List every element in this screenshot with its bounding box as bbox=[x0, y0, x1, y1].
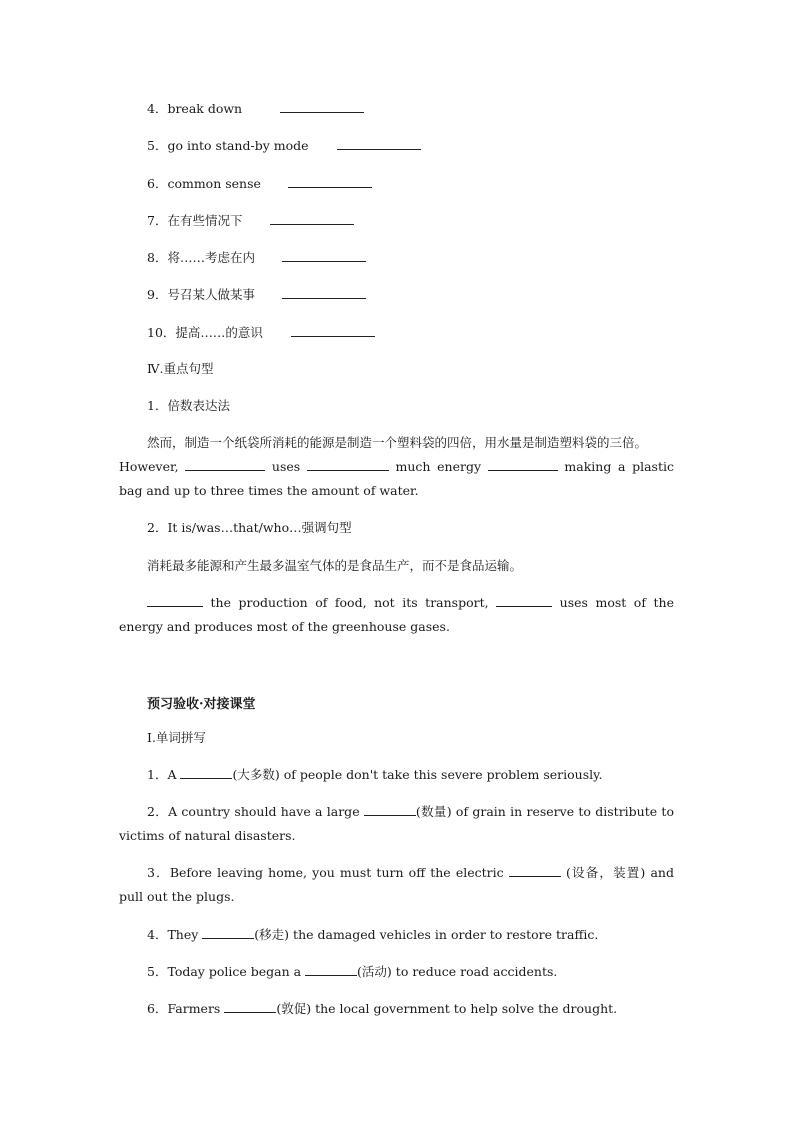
spelling-item bbox=[119, 923, 674, 947]
phrase-text: common sense bbox=[167, 176, 261, 191]
phrase-text: 将……考虑在内 bbox=[167, 250, 255, 265]
phrase-text: break down bbox=[167, 101, 243, 116]
sentence-fragment: A country should have a large bbox=[168, 804, 360, 819]
answer-blank[interactable] bbox=[202, 926, 254, 939]
sentence-fragment: the local government to help solve the drought. bbox=[315, 1001, 618, 1016]
sentence-fragment: uses most of the energy and produces most of the greenhouse gases. bbox=[119, 595, 674, 634]
answer-blank[interactable] bbox=[180, 766, 232, 779]
phrase-item bbox=[147, 175, 372, 192]
phrase-text: go into stand-by mode bbox=[167, 138, 309, 153]
answer-blank[interactable] bbox=[509, 864, 561, 877]
item-number: 8． bbox=[147, 250, 168, 265]
chinese-hint: (设备，装置) bbox=[565, 865, 646, 880]
answer-blank[interactable] bbox=[337, 137, 421, 150]
item-number: 5． bbox=[147, 138, 168, 153]
item-number: 4． bbox=[147, 927, 168, 942]
sentence-fragment: Farmers bbox=[167, 1001, 221, 1016]
item-number: 9． bbox=[147, 287, 168, 302]
answer-blank[interactable] bbox=[280, 100, 364, 113]
spelling-item bbox=[119, 763, 674, 787]
answer-blank[interactable] bbox=[305, 963, 357, 976]
item-number: 2． bbox=[147, 804, 169, 819]
phrase-text: 在有些情况下 bbox=[167, 213, 243, 228]
answer-blank[interactable] bbox=[185, 458, 265, 471]
answer-blank[interactable] bbox=[307, 458, 389, 471]
answer-blank[interactable] bbox=[147, 594, 203, 607]
chinese-hint: (数量) bbox=[415, 804, 452, 819]
spelling-item bbox=[119, 960, 674, 984]
item-number: 7． bbox=[147, 213, 168, 228]
phrase-item bbox=[147, 249, 366, 266]
english-sentence bbox=[119, 455, 674, 503]
item-number: 6． bbox=[147, 176, 168, 191]
sentence-fragment: of people don't take this severe problem seriously. bbox=[283, 767, 603, 782]
phrase-text: 号召某人做某事 bbox=[167, 287, 255, 302]
pattern-label: 1．倍数表达法 bbox=[147, 398, 230, 413]
english-sentence bbox=[119, 591, 674, 639]
answer-blank[interactable] bbox=[282, 249, 366, 262]
item-number: 3． bbox=[147, 865, 170, 880]
spelling-item bbox=[119, 861, 674, 909]
spelling-item bbox=[119, 997, 674, 1021]
sentence-fragment: They bbox=[167, 927, 199, 942]
phrase-item bbox=[147, 324, 375, 341]
item-number: 1． bbox=[147, 767, 168, 782]
item-number: 6． bbox=[147, 1001, 168, 1016]
phrase-text: 提高……的意识 bbox=[175, 325, 263, 340]
answer-blank[interactable] bbox=[364, 803, 416, 816]
sentence-fragment: the damaged vehicles in order to restore traffic. bbox=[293, 927, 599, 942]
section-heading: Ⅳ.重点句型 bbox=[147, 361, 214, 376]
sentence-fragment: much energy bbox=[395, 459, 482, 474]
answer-blank[interactable] bbox=[488, 458, 558, 471]
answer-blank[interactable] bbox=[288, 175, 372, 188]
chinese-hint: (敦促) bbox=[276, 1001, 312, 1016]
section-title: 预习验收·对接课堂 bbox=[147, 697, 256, 712]
phrase-item bbox=[147, 212, 354, 229]
phrase-item bbox=[147, 137, 421, 154]
sentence-fragment: of grain in reserve to distribute to victims of natural disasters. bbox=[119, 804, 674, 843]
answer-blank[interactable] bbox=[224, 1000, 276, 1013]
sentence-fragment: Today police began a bbox=[167, 964, 302, 979]
spelling-item bbox=[119, 800, 674, 848]
phrase-item bbox=[147, 100, 364, 117]
chinese-hint: (活动) bbox=[357, 964, 392, 979]
sentence-fragment: However, bbox=[119, 459, 179, 474]
pattern-label: 2．It is/was…that/who…强调句型 bbox=[147, 520, 352, 535]
section-subtitle: Ⅰ.单词拼写 bbox=[147, 730, 206, 745]
chinese-text: 然而，制造一个纸袋所消耗的能源是制造一个塑料袋的四倍，用水量是制造塑料袋的三倍。 bbox=[147, 435, 648, 450]
answer-blank[interactable] bbox=[291, 324, 375, 337]
sentence-fragment: to reduce road accidents. bbox=[395, 964, 558, 979]
answer-blank[interactable] bbox=[496, 594, 552, 607]
sentence-fragment: the production of food, not its transport, bbox=[210, 595, 489, 610]
chinese-sentence bbox=[119, 431, 674, 455]
answer-blank[interactable] bbox=[282, 286, 366, 299]
phrase-item bbox=[147, 286, 366, 303]
item-number: 4． bbox=[147, 101, 168, 116]
sentence-fragment: uses bbox=[271, 459, 301, 474]
sentence-fragment: and pull out the plugs. bbox=[119, 865, 674, 904]
item-number: 5． bbox=[147, 964, 168, 979]
sentence-fragment: making a plastic bag and up to three times the amount of water. bbox=[119, 459, 674, 498]
chinese-sentence: 消耗最多能源和产生最多温室气体的是食品生产，而不是食品运输。 bbox=[147, 558, 523, 573]
chinese-hint: (大多数) bbox=[232, 767, 280, 782]
answer-blank[interactable] bbox=[270, 212, 354, 225]
chinese-hint: (移走) bbox=[254, 927, 290, 942]
sentence-fragment: A bbox=[167, 767, 177, 782]
item-number: 10． bbox=[147, 325, 176, 340]
sentence-fragment: Before leaving home, you must turn off the electric bbox=[169, 865, 504, 880]
